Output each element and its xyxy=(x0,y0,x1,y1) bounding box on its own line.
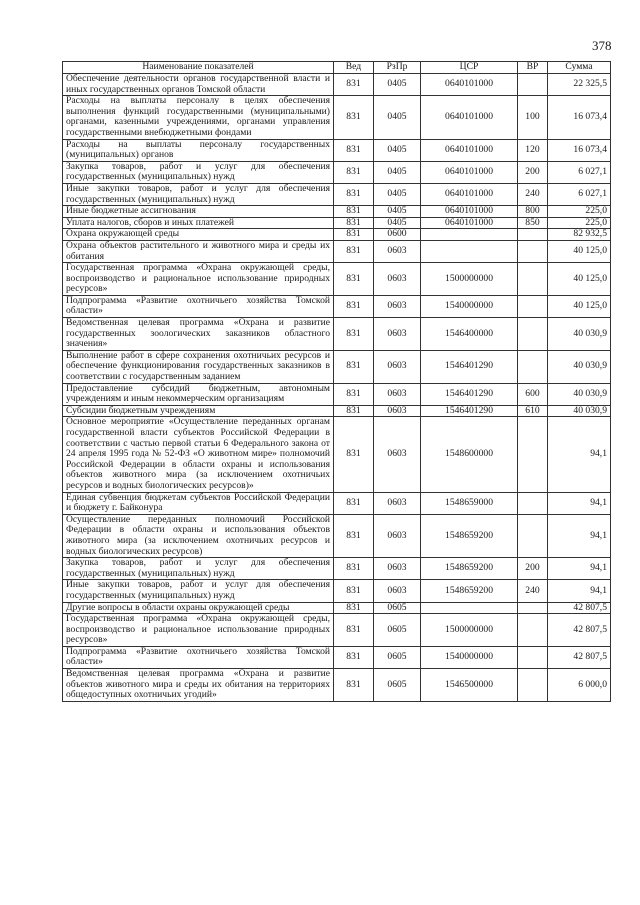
cell-vr: 850 xyxy=(518,217,548,229)
cell-name: Выполнение работ в сфере сохранения охотничьих ресурсов и обеспечение функционирования государственных заказников в соответствии с государственным заданием xyxy=(63,350,334,383)
cell-name: Осуществление переданных полномочий Российской Федерации в области охраны и использования объектов животного мира (за исключением охотничьих ресурсов и водных биологических ресурсов) xyxy=(63,514,334,557)
cell-ved: 831 xyxy=(334,295,374,317)
cell-rzpr: 0405 xyxy=(374,139,421,161)
cell-sum: 40 125,0 xyxy=(548,263,611,296)
cell-sum: 225,0 xyxy=(548,217,611,229)
header-rzpr: РзПр xyxy=(374,62,421,74)
cell-sum: 225,0 xyxy=(548,206,611,218)
cell-name: Иные закупки товаров, работ и услуг для обеспечения государственных (муниципальных) нужд xyxy=(63,580,334,602)
table-row xyxy=(63,405,611,417)
cell-rzpr: 0603 xyxy=(374,295,421,317)
cell-sum: 40 030,9 xyxy=(548,405,611,417)
cell-vr xyxy=(518,295,548,317)
cell-csr: 1540000000 xyxy=(421,646,518,668)
cell-name: Уплата налогов, сборов и иных платежей xyxy=(63,217,334,229)
cell-ved: 831 xyxy=(334,74,374,96)
cell-sum: 6 027,1 xyxy=(548,161,611,183)
cell-vr xyxy=(518,318,548,351)
budget-table xyxy=(62,61,611,702)
cell-name: Иные бюджетные ассигнования xyxy=(63,206,334,218)
cell-vr xyxy=(518,263,548,296)
cell-ved: 831 xyxy=(334,318,374,351)
cell-name: Подпрограмма «Развитие охотничьего хозяйства Томской области» xyxy=(63,295,334,317)
cell-sum: 16 073,4 xyxy=(548,96,611,139)
cell-vr: 240 xyxy=(518,580,548,602)
cell-rzpr: 0603 xyxy=(374,383,421,405)
cell-rzpr: 0405 xyxy=(374,206,421,218)
cell-ved: 831 xyxy=(334,183,374,205)
cell-rzpr: 0405 xyxy=(374,161,421,183)
cell-vr xyxy=(518,669,548,702)
cell-ved: 831 xyxy=(334,580,374,602)
cell-csr: 0640101000 xyxy=(421,206,518,218)
cell-rzpr: 0603 xyxy=(374,580,421,602)
cell-vr: 800 xyxy=(518,206,548,218)
cell-csr: 1546401290 xyxy=(421,405,518,417)
cell-ved: 831 xyxy=(334,405,374,417)
cell-vr xyxy=(518,240,548,262)
cell-csr: 1548659200 xyxy=(421,558,518,580)
cell-ved: 831 xyxy=(334,417,374,492)
cell-vr xyxy=(518,646,548,668)
cell-rzpr: 0603 xyxy=(374,240,421,262)
cell-rzpr: 0405 xyxy=(374,217,421,229)
table-row xyxy=(63,161,611,183)
cell-vr xyxy=(518,74,548,96)
cell-rzpr: 0605 xyxy=(374,602,421,614)
cell-vr: 100 xyxy=(518,96,548,139)
table-row xyxy=(63,263,611,296)
cell-sum: 40 125,0 xyxy=(548,295,611,317)
table-row xyxy=(63,139,611,161)
cell-rzpr: 0603 xyxy=(374,558,421,580)
cell-csr: 0640101000 xyxy=(421,161,518,183)
cell-vr xyxy=(518,492,548,514)
cell-rzpr: 0603 xyxy=(374,318,421,351)
page-number: 378 xyxy=(592,38,612,53)
cell-ved: 831 xyxy=(334,492,374,514)
cell-name: Государственная программа «Охрана окружающей среды, воспроизводство и рациональное использование природных ресурсов» xyxy=(63,263,334,296)
table-row xyxy=(63,295,611,317)
header-sum: Сумма xyxy=(548,62,611,74)
table-row xyxy=(63,580,611,602)
cell-vr: 610 xyxy=(518,405,548,417)
cell-sum: 94,1 xyxy=(548,558,611,580)
cell-rzpr: 0605 xyxy=(374,614,421,647)
cell-name: Субсидии бюджетным учреждениям xyxy=(63,405,334,417)
cell-ved: 831 xyxy=(334,350,374,383)
table-row xyxy=(63,318,611,351)
cell-sum: 42 807,5 xyxy=(548,602,611,614)
cell-sum: 94,1 xyxy=(548,492,611,514)
cell-name: Государственная программа «Охрана окружающей среды, воспроизводство и рациональное использование природных ресурсов» xyxy=(63,614,334,647)
cell-name: Охрана окружающей среды xyxy=(63,229,334,241)
cell-name: Единая субвенция бюджетам субъектов Российской Федерации и бюджету г. Байконура xyxy=(63,492,334,514)
cell-vr: 200 xyxy=(518,161,548,183)
cell-name: Расходы на выплаты персоналу государственных (муниципальных) органов xyxy=(63,139,334,161)
cell-ved: 831 xyxy=(334,383,374,405)
cell-csr: 0640101000 xyxy=(421,74,518,96)
cell-csr: 0640101000 xyxy=(421,217,518,229)
cell-rzpr: 0605 xyxy=(374,646,421,668)
table-row xyxy=(63,183,611,205)
header-vr: ВР xyxy=(518,62,548,74)
cell-csr: 1546400000 xyxy=(421,318,518,351)
cell-ved: 831 xyxy=(334,229,374,241)
cell-name: Охрана объектов растительного и животного мира и среды их обитания xyxy=(63,240,334,262)
table-row xyxy=(63,96,611,139)
cell-csr: 1500000000 xyxy=(421,614,518,647)
cell-csr: 1548659200 xyxy=(421,514,518,557)
cell-vr xyxy=(518,417,548,492)
cell-csr: 1548659000 xyxy=(421,492,518,514)
cell-csr xyxy=(421,602,518,614)
cell-csr: 1500000000 xyxy=(421,263,518,296)
cell-vr: 120 xyxy=(518,139,548,161)
cell-sum: 40 125,0 xyxy=(548,240,611,262)
cell-ved: 831 xyxy=(334,217,374,229)
table-row xyxy=(63,229,611,241)
cell-rzpr: 0605 xyxy=(374,669,421,702)
cell-sum: 16 073,4 xyxy=(548,139,611,161)
table-header-row xyxy=(63,62,611,74)
cell-vr xyxy=(518,229,548,241)
cell-rzpr: 0603 xyxy=(374,514,421,557)
cell-vr xyxy=(518,350,548,383)
cell-sum: 94,1 xyxy=(548,417,611,492)
cell-rzpr: 0603 xyxy=(374,492,421,514)
cell-name: Иные закупки товаров, работ и услуг для обеспечения государственных (муниципальных) нужд xyxy=(63,183,334,205)
cell-vr: 240 xyxy=(518,183,548,205)
cell-vr: 600 xyxy=(518,383,548,405)
cell-rzpr: 0603 xyxy=(374,405,421,417)
cell-ved: 831 xyxy=(334,614,374,647)
table-row xyxy=(63,514,611,557)
table-row xyxy=(63,240,611,262)
cell-sum: 40 030,9 xyxy=(548,350,611,383)
cell-name: Обеспечение деятельности органов государственной власти и иных государственных органов Томской области xyxy=(63,74,334,96)
table-body xyxy=(63,74,611,702)
table-row xyxy=(63,614,611,647)
cell-name: Ведомственная целевая программа «Охрана и развитие объектов животного мира и среды их обитания на территориях общедоступных охотничьих угодий» xyxy=(63,669,334,702)
cell-name: Подпрограмма «Развитие охотничьего хозяйства Томской области» xyxy=(63,646,334,668)
cell-sum: 42 807,5 xyxy=(548,614,611,647)
cell-rzpr: 0603 xyxy=(374,417,421,492)
cell-rzpr: 0600 xyxy=(374,229,421,241)
cell-name: Расходы на выплаты персоналу в целях обеспечения выполнения функций государственными (муниципальными) органами, казенными учреждениями, органами управления государственными внебюджетными фондами xyxy=(63,96,334,139)
table-row xyxy=(63,417,611,492)
cell-sum: 40 030,9 xyxy=(548,318,611,351)
cell-rzpr: 0405 xyxy=(374,183,421,205)
table-row xyxy=(63,492,611,514)
table-row xyxy=(63,669,611,702)
cell-sum: 6 027,1 xyxy=(548,183,611,205)
cell-name: Закупка товаров, работ и услуг для обеспечения государственных (муниципальных) нужд xyxy=(63,161,334,183)
cell-csr: 0640101000 xyxy=(421,139,518,161)
cell-csr xyxy=(421,229,518,241)
cell-vr xyxy=(518,602,548,614)
cell-csr: 1546401290 xyxy=(421,383,518,405)
cell-sum: 22 325,5 xyxy=(548,74,611,96)
cell-name: Другие вопросы в области охраны окружающей среды xyxy=(63,602,334,614)
cell-vr xyxy=(518,614,548,647)
cell-csr: 1540000000 xyxy=(421,295,518,317)
cell-sum: 42 807,5 xyxy=(548,646,611,668)
cell-csr: 1548600000 xyxy=(421,417,518,492)
cell-rzpr: 0405 xyxy=(374,74,421,96)
cell-sum: 94,1 xyxy=(548,580,611,602)
table-row xyxy=(63,206,611,218)
cell-csr: 1548659200 xyxy=(421,580,518,602)
table-row xyxy=(63,217,611,229)
cell-csr: 0640101000 xyxy=(421,183,518,205)
cell-vr xyxy=(518,514,548,557)
header-name: Наименование показателей xyxy=(63,62,334,74)
table-row xyxy=(63,383,611,405)
cell-csr: 0640101000 xyxy=(421,96,518,139)
table-row xyxy=(63,350,611,383)
cell-ved: 831 xyxy=(334,602,374,614)
cell-ved: 831 xyxy=(334,161,374,183)
cell-ved: 831 xyxy=(334,514,374,557)
cell-ved: 831 xyxy=(334,669,374,702)
cell-rzpr: 0405 xyxy=(374,96,421,139)
cell-ved: 831 xyxy=(334,96,374,139)
cell-csr xyxy=(421,240,518,262)
cell-csr: 1546500000 xyxy=(421,669,518,702)
cell-ved: 831 xyxy=(334,558,374,580)
table-row xyxy=(63,74,611,96)
cell-sum: 82 932,5 xyxy=(548,229,611,241)
cell-name: Предоставление субсидий бюджетным, автономным учреждениям и иным некоммерческим организациям xyxy=(63,383,334,405)
cell-sum: 40 030,9 xyxy=(548,383,611,405)
table-row xyxy=(63,646,611,668)
cell-name: Основное мероприятие «Осуществление переданных органам государственной власти субъектов Российской Федерации в соответствии с частью первой статьи 6 Федерального закона от 24 апреля 1995 года № 52-ФЗ «О животном мире» полномочий Российской Федерации в области охраны и использования объектов животного мира (за исключением охотничьих ресурсов и водных биологических ресурсов)» xyxy=(63,417,334,492)
cell-ved: 831 xyxy=(334,240,374,262)
cell-ved: 831 xyxy=(334,263,374,296)
cell-sum: 6 000,0 xyxy=(548,669,611,702)
cell-ved: 831 xyxy=(334,646,374,668)
table-row xyxy=(63,602,611,614)
cell-rzpr: 0603 xyxy=(374,350,421,383)
table-row xyxy=(63,558,611,580)
header-ved: Вед xyxy=(334,62,374,74)
cell-name: Ведомственная целевая программа «Охрана и развитие государственных зоологических заказников областного значения» xyxy=(63,318,334,351)
cell-ved: 831 xyxy=(334,139,374,161)
cell-rzpr: 0603 xyxy=(374,263,421,296)
cell-sum: 94,1 xyxy=(548,514,611,557)
cell-csr: 1546401290 xyxy=(421,350,518,383)
cell-vr: 200 xyxy=(518,558,548,580)
cell-ved: 831 xyxy=(334,206,374,218)
header-csr: ЦСР xyxy=(421,62,518,74)
cell-name: Закупка товаров, работ и услуг для обеспечения государственных (муниципальных) нужд xyxy=(63,558,334,580)
